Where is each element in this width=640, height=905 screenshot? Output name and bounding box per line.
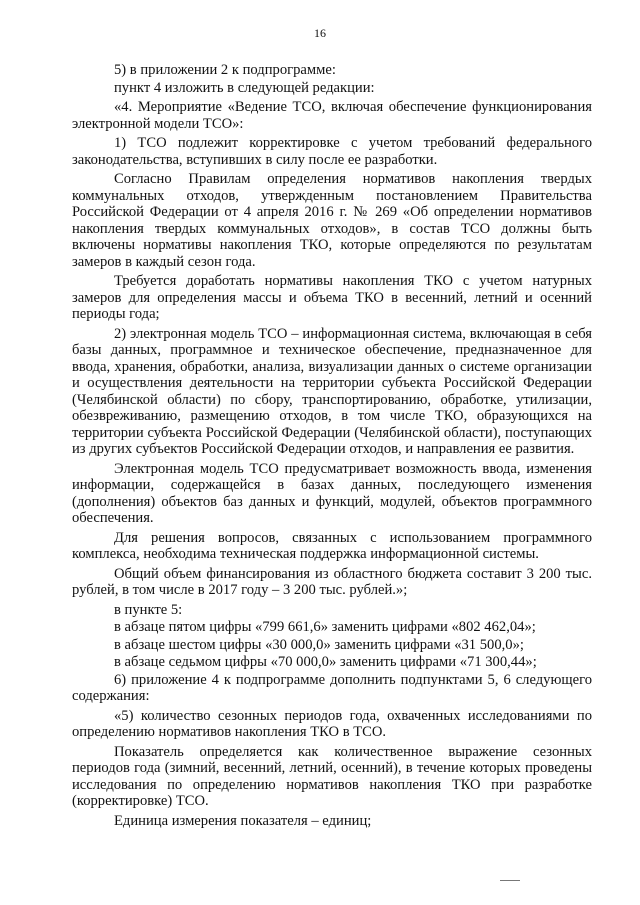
- paragraph-indicator-5: «5) количество сезонных периодов года, охваченных исследованиями по определению нормативов накопления ТКО в ТСО.: [72, 707, 592, 740]
- paragraph-point-5: в пункте 5:: [114, 601, 183, 618]
- paragraph-abzats-6: в абзаце шестом цифры «30 000,0» заменить цифрами «31 500,0»;: [114, 636, 524, 653]
- paragraph-amendment-6: 6) приложение 4 к подпрограмме дополнить подпунктами 5, 6 следующего содержания:: [72, 671, 592, 704]
- paragraph-amendment-5: 5) в приложении 2 к подпрограмме:: [114, 62, 336, 78]
- paragraph-unit: Единица измерения показателя – единиц;: [114, 812, 372, 829]
- page-number: 16: [314, 26, 326, 40]
- paragraph-measure-4-title: «4. Мероприятие «Ведение ТСО, включая обеспечение функционирования электронной модели ТСО»:: [72, 99, 592, 132]
- document-body: [72, 62, 592, 832]
- paragraph-abzats-5: в абзаце пятом цифры «799 661,6» заменить цифрами «802 462,04»;: [114, 619, 536, 635]
- paragraph-electronic-model: 2) электронная модель ТСО – информационная система, включающая в себя базы данных, программное и техническое обеспечение, предназначенное для ввода, хранения, обработки, анализа, визуализации данных о системе организации и осуществления деятельности на территории субъекта Российской Федерации (Челябинской области) по сбору, транспортированию, обработке, утилизации, обезвреживанию, размещению отходов, в том числе ТКО, образующихся на территории субъекта Российской Федерации (Челябинской области), поступающих из других субъектов Российской Федерации отходов, и направления ее развития.: [72, 325, 592, 457]
- paragraph-financing: Общий объем финансирования из областного бюджета составит 3 200 тыс. рублей, в том числе в 2017 году – 3 200 тыс. рублей.»;: [72, 565, 592, 598]
- paragraph-tso-correction: 1) ТСО подлежит корректировке с учетом требований федерального законодательства, вступивших в силу после ее разработки.: [72, 135, 592, 168]
- paragraph-indicator-definition: Показатель определяется как количественное выражение сезонных периодов года (зимний, весенний, летний, осенний), в течение которых проведены исследования по определению нормативов накопления ТКО при разработке (корректировке) ТСО.: [72, 743, 592, 809]
- paragraph-model-capabilities: Электронная модель ТСО предусматривает возможность ввода, изменения информации, содержащейся в базах данных, последующего изменения (дополнения) объектов баз данных и функций, модулей, объектов программного обеспечения.: [72, 460, 592, 526]
- scan-mark: [500, 880, 520, 881]
- paragraph-rules-reference: Согласно Правилам определения нормативов накопления твердых коммунальных отходов, утвержденным постановлением Правительства Российской Федерации от 4 апреля 2016 г. № 269 «Об определении нормативов накопления твердых коммунальных отходов», в состав ТСО должны быть включены нормативы накопления ТКО, которые определяются по результатам замеров в каждый сезон года.: [72, 171, 592, 270]
- paragraph-technical-support: Для решения вопросов, связанных с использованием программного комплекса, необходима техническая поддержка информационной системы.: [72, 529, 592, 562]
- paragraph-norms-update: Требуется доработать нормативы накопления ТКО с учетом натурных замеров для определения массы и объема ТКО в весенний, летний и осенний периоды года;: [72, 273, 592, 322]
- paragraph-point-4-intro: пункт 4 изложить в следующей редакции:: [114, 79, 375, 96]
- paragraph-abzats-7: в абзаце седьмом цифры «70 000,0» заменить цифрами «71 300,44»;: [114, 654, 537, 670]
